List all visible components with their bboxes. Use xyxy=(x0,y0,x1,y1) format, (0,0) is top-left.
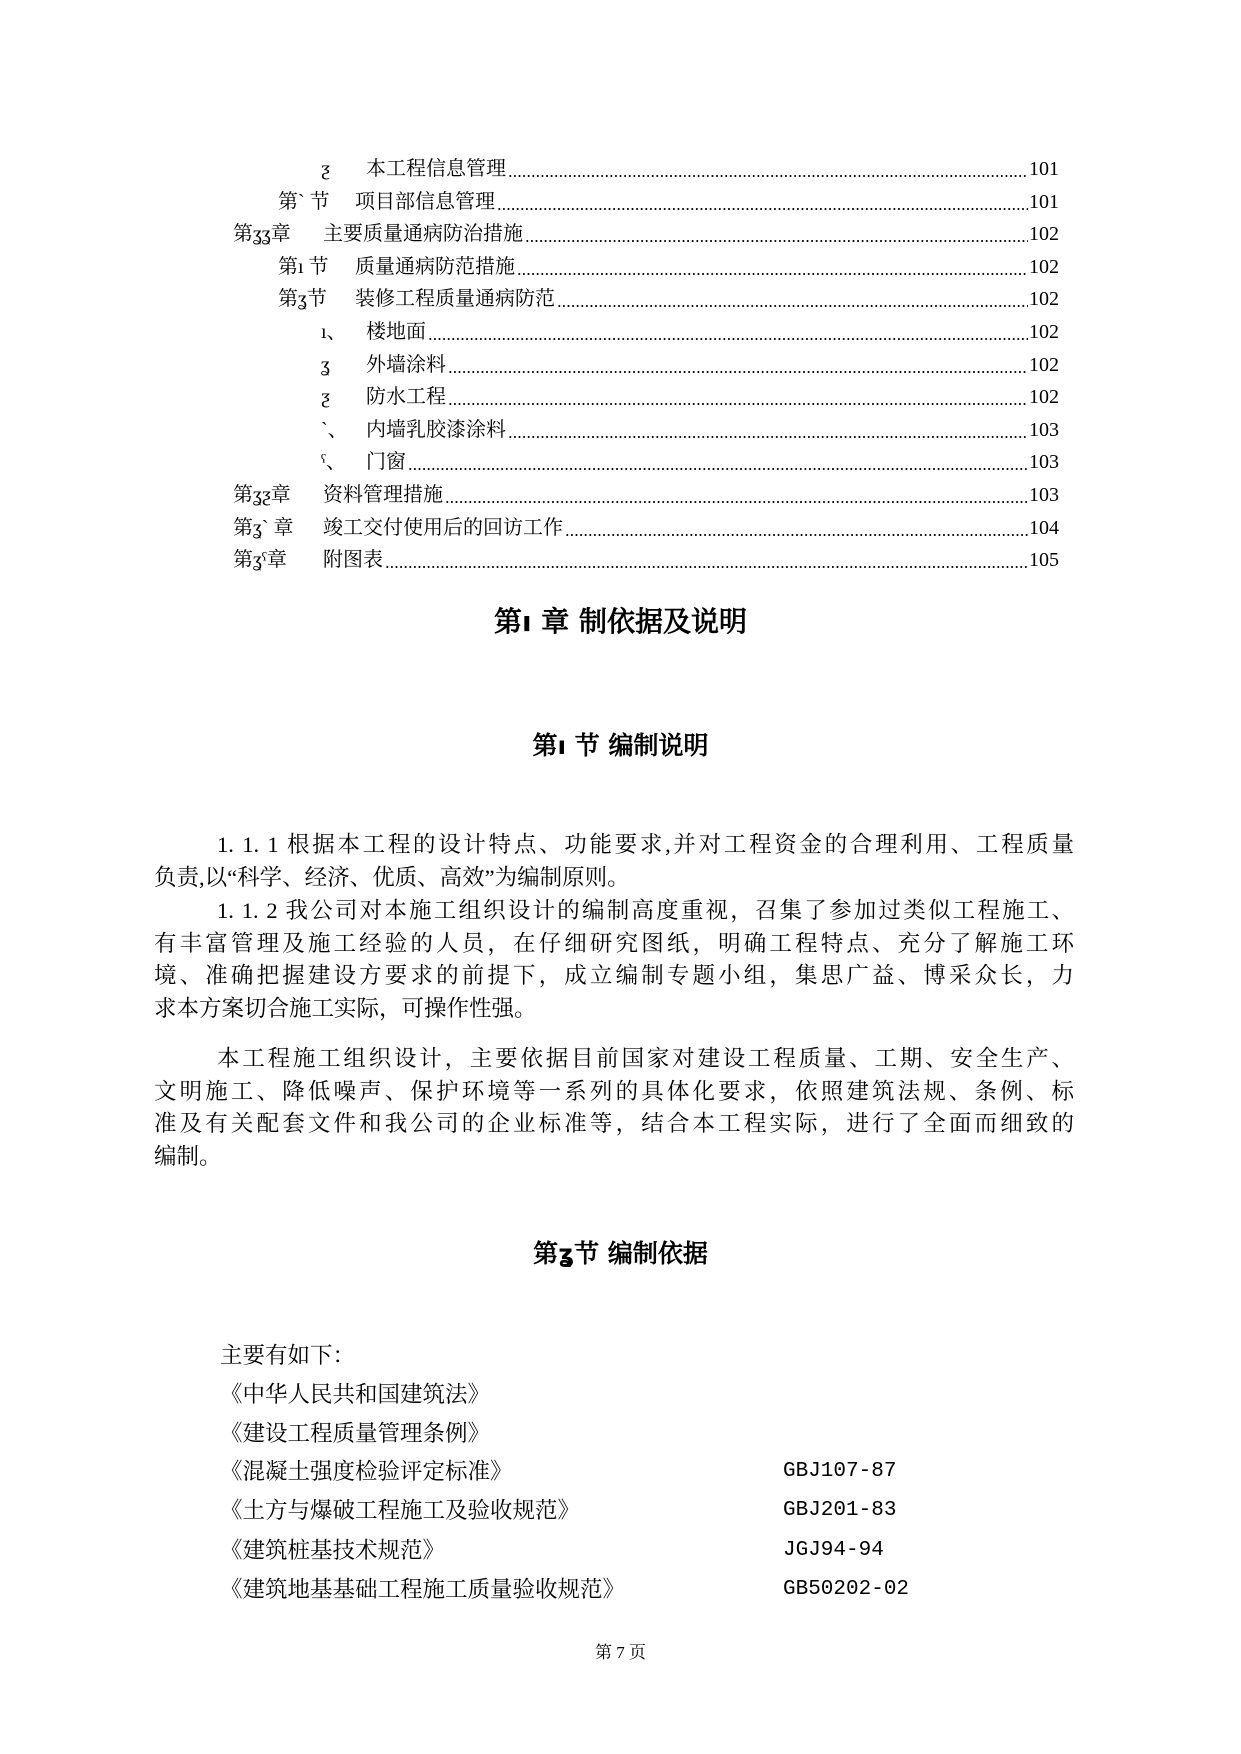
toc-dot-leader xyxy=(385,545,1028,575)
toc-entry-number: 第ı 节 xyxy=(278,255,329,278)
toc-entry-title: 资料管理措施 xyxy=(323,484,443,506)
toc-entry-page: 105 xyxy=(1029,549,1059,572)
toc-entry-title: 质量通病防范措施 xyxy=(355,255,515,278)
toc-entry-number: ı、 xyxy=(321,321,347,343)
toc-entry-page: 102 xyxy=(1029,386,1059,409)
toc-entry-page: 102 xyxy=(1029,353,1059,376)
reference-title: 《中华人民共和国建筑法》 xyxy=(220,1382,491,1407)
toc-entry-number: ƺ xyxy=(321,158,330,180)
toc-entry-page: 103 xyxy=(1029,418,1059,441)
reference-code: GBJ201-83 xyxy=(783,1499,897,1522)
toc-entry-title: 本工程信息管理 xyxy=(366,158,506,180)
toc-dot-leader xyxy=(525,219,1028,249)
toc-entry-title: 附图表 xyxy=(323,549,383,572)
paragraph-line: 1. 1. 1 根据本工程的设计特点、功能要求,并对工程资金的合理利用、工程质量 xyxy=(217,832,1074,857)
paragraph-line: 1. 1. 2 我公司对本施工组织设计的编制高度重视，召集了参加过类似工程施工、 xyxy=(217,898,1074,923)
toc-entry-number: ˋ、 xyxy=(321,418,348,441)
body-paragraph xyxy=(154,1043,1074,1173)
toc-entry-number: 第ʓƺ章 xyxy=(233,484,291,506)
paragraph-line: 本工程施工组织设计，主要依据目前国家对建设工程质量、工期、安全生产、 xyxy=(217,1046,1074,1071)
toc-dot-leader xyxy=(497,187,1028,217)
toc-entry-page: 102 xyxy=(1029,255,1059,278)
reference-title: 《建筑桩基技术规范》 xyxy=(220,1538,446,1563)
toc-entry-title: 装修工程质量通病防范 xyxy=(355,288,555,311)
paragraph-line: 求本方案切合施工实际，可操作性强。 xyxy=(154,995,537,1021)
reference-code: GB50202-02 xyxy=(783,1578,910,1601)
toc-entry[interactable] xyxy=(321,154,1059,184)
reference-item xyxy=(220,1456,1040,1488)
toc-entry[interactable] xyxy=(321,350,1059,380)
paragraph-line: 负责,以“科学、经济、优质、高效”为编制原则。 xyxy=(154,864,630,890)
toc-entry-page: 102 xyxy=(1029,223,1059,246)
toc-dot-leader xyxy=(448,382,1028,412)
toc-entry-page: 103 xyxy=(1029,451,1059,474)
section-title: 第ʓ节 编制依据 xyxy=(533,1239,708,1268)
reference-intro: 主要有如下： xyxy=(220,1343,356,1368)
toc-dot-leader xyxy=(508,154,1028,184)
toc-entry[interactable] xyxy=(233,513,1059,543)
toc-dot-leader xyxy=(448,350,1028,380)
toc-entry[interactable] xyxy=(233,219,1059,249)
toc-entry-number: 第ʓˋ 章 xyxy=(233,516,294,539)
toc-entry-title: 主要质量通病防治措施 xyxy=(323,223,523,246)
reference-code: JGJ94-94 xyxy=(783,1539,884,1562)
toc-entry-page: 101 xyxy=(1029,158,1059,180)
toc-entry[interactable] xyxy=(233,480,1059,510)
toc-dot-leader xyxy=(557,284,1028,314)
reference-title: 《建筑地基基础工程施工质量验收规范》 xyxy=(220,1577,626,1602)
toc-entry-title: 项目部信息管理 xyxy=(355,190,495,213)
toc-entry-title: 外墙涂料 xyxy=(366,353,446,376)
toc-entry-number: ˁ、 xyxy=(321,451,346,474)
toc-entry-number: ʓ xyxy=(321,353,330,376)
toc-entry[interactable] xyxy=(321,317,1059,347)
toc-entry[interactable] xyxy=(233,545,1059,575)
toc-entry-page: 102 xyxy=(1029,288,1059,311)
reference-title: 《土方与爆破工程施工及验收规范》 xyxy=(220,1498,581,1523)
toc-entry-number: 第ʓʓ章 xyxy=(233,223,291,246)
body-paragraph xyxy=(154,829,1074,894)
paragraph-line: 准及有关配套文件和我公司的企业标准等，结合本工程实际，进行了全面而细致的 xyxy=(154,1111,1074,1136)
page-number: 第 7 页 xyxy=(595,1643,646,1662)
toc-entry[interactable] xyxy=(278,252,1059,282)
toc-entry-title: 楼地面 xyxy=(366,321,426,343)
paragraph-line: 文明施工、降低噪声、保护环境等一系列的具体化要求，依照建筑法规、条例、标 xyxy=(154,1078,1074,1104)
reference-item xyxy=(220,1418,1040,1450)
toc-entry-title: 内墙乳胶漆涂料 xyxy=(366,418,506,441)
toc-entry[interactable] xyxy=(321,382,1059,412)
toc-entry[interactable] xyxy=(321,415,1059,445)
chapter-title: 第ı 章 制依据及说明 xyxy=(493,605,748,638)
toc-entry[interactable] xyxy=(278,187,1059,217)
toc-entry-page: 103 xyxy=(1029,484,1059,506)
toc-entry-title: 竣工交付使用后的回访工作 xyxy=(323,516,563,539)
reference-item xyxy=(220,1379,1040,1411)
toc-dot-leader xyxy=(565,513,1028,543)
reference-title: 《混凝土强度检验评定标准》 xyxy=(220,1459,513,1484)
toc-entry-page: 102 xyxy=(1029,321,1059,343)
section-title: 第ı 节 编制说明 xyxy=(532,731,709,760)
toc-entry-number: 第ʓ节 xyxy=(278,288,327,311)
reference-item xyxy=(220,1495,1040,1527)
reference-item xyxy=(220,1574,1040,1606)
toc-entry-title: 门窗 xyxy=(366,451,406,474)
toc-entry-title: 防水工程 xyxy=(366,386,446,409)
toc-entry-page: 104 xyxy=(1029,516,1059,539)
toc-dot-leader xyxy=(428,317,1028,347)
toc-dot-leader xyxy=(508,415,1028,445)
toc-entry-number: 第ˋ 节 xyxy=(278,190,330,213)
toc-dot-leader xyxy=(517,252,1028,282)
toc-entry[interactable] xyxy=(278,284,1059,314)
reference-code: GBJ107-87 xyxy=(783,1460,897,1483)
body-paragraph xyxy=(154,895,1074,1025)
toc-entry-page: 101 xyxy=(1029,190,1059,213)
paragraph-line: 境、准确把握建设方要求的前提下，成立编制专题小组，集思广益、博采众长，力 xyxy=(154,963,1074,988)
paragraph-line: 编制。 xyxy=(154,1143,222,1169)
reference-item xyxy=(220,1535,1040,1567)
toc-entry[interactable] xyxy=(321,447,1059,477)
reference-title: 《建设工程质量管理条例》 xyxy=(220,1421,491,1446)
toc-dot-leader xyxy=(445,480,1028,510)
toc-entry-number: 第ʓˁ章 xyxy=(233,549,287,572)
paragraph-line: 有丰富管理及施工经验的人员，在仔细研究图纸，明确工程特点、充分了解施工环 xyxy=(154,930,1074,956)
toc-dot-leader xyxy=(408,447,1028,477)
toc-entry-number: ƺ xyxy=(321,386,330,409)
